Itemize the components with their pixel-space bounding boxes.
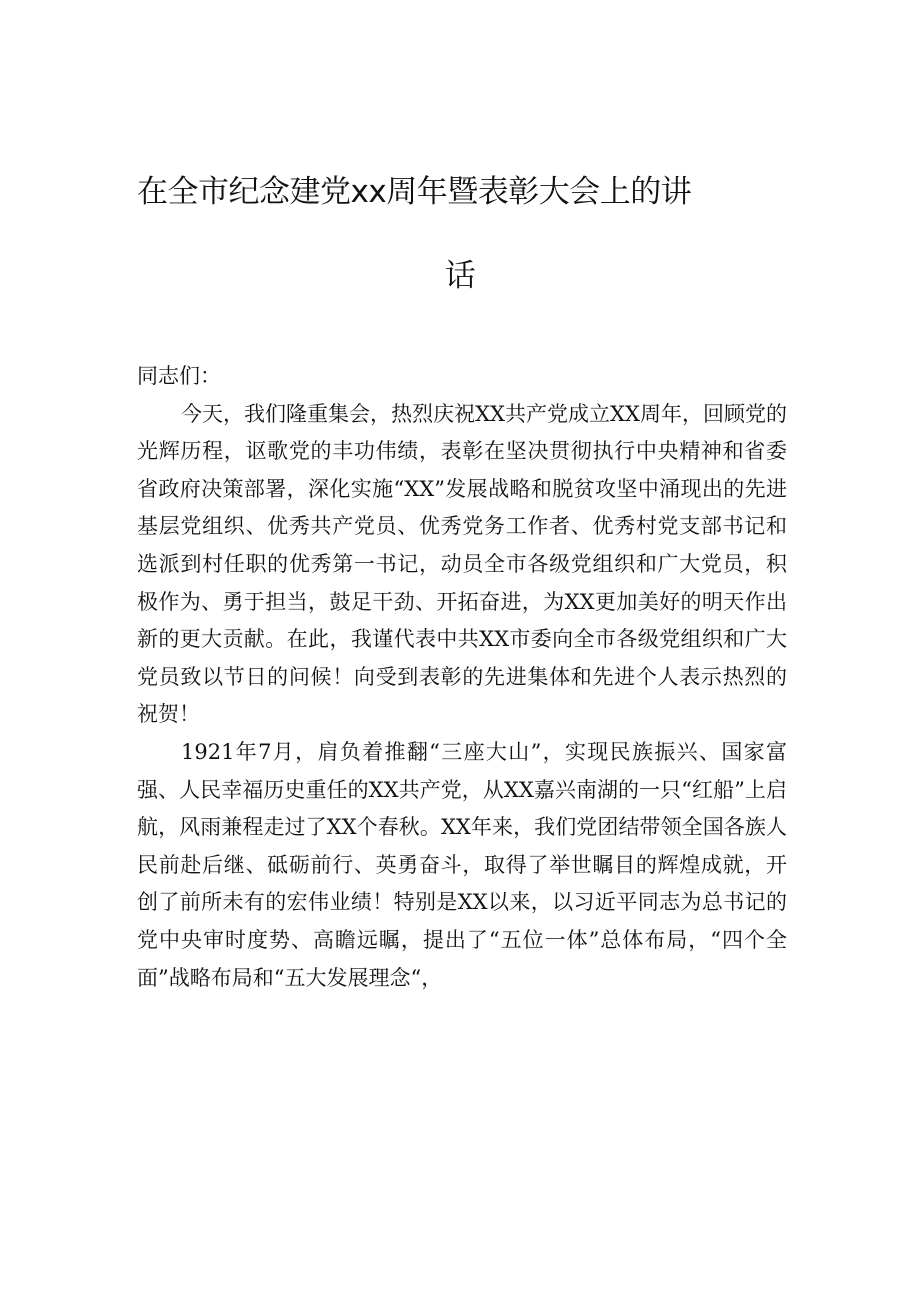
- paragraph-1: 今天，我们隆重集会，热烈庆祝XX共产党成立XX周年，回顾党的光辉历程，讴歌党的丰功伟绩，表彰在坚决贯彻执行中央精神和省委省政府决策部署，深化实施“XX”发展战略和脱贫攻坚中涌现出的先进基层党组织、优秀共产党员、优秀党务工作者、优秀村党支部书记和选派到村任职的优秀第一书记，动员全市各级党组织和广大党员，积极作为、勇于担当，鼓足干劲、开拓奋进，为XX更加美好的明天作出新的更大贡献。在此，我谨代表中共XX市委向全市各级党组织和广大党员致以节日的问候！向受到表彰的先进集体和先进个人表示热烈的祝贺！: [137, 401, 787, 727]
- document-body: [137, 358, 787, 997]
- paragraph-2: 1921年7月，肩负着推翻“三座大山”，实现民族振兴、国家富强、人民幸福历史重任的XX共产党，从XX嘉兴南湖的一只“红船”上启航，风雨兼程走过了XX个春秋。XX年来，我们党团结带领全国各族人民前赴后继、砥砺前行、英勇奋斗，取得了举世瞩目的辉煌成就，开创了前所未有的宏伟业绩！特别是XX以来，以习近平同志为总书记的党中央审时度势、高瞻远瞩，提出了“五位一体”总体布局，“四个全面”战略布局和“五大发展理念“，: [137, 739, 787, 990]
- document-title-line-2: 话: [444, 258, 476, 294]
- salutation: 同志们：: [137, 364, 221, 388]
- document-title-line-1: 在全市纪念建党xx周年暨表彰大会上的讲: [137, 174, 692, 210]
